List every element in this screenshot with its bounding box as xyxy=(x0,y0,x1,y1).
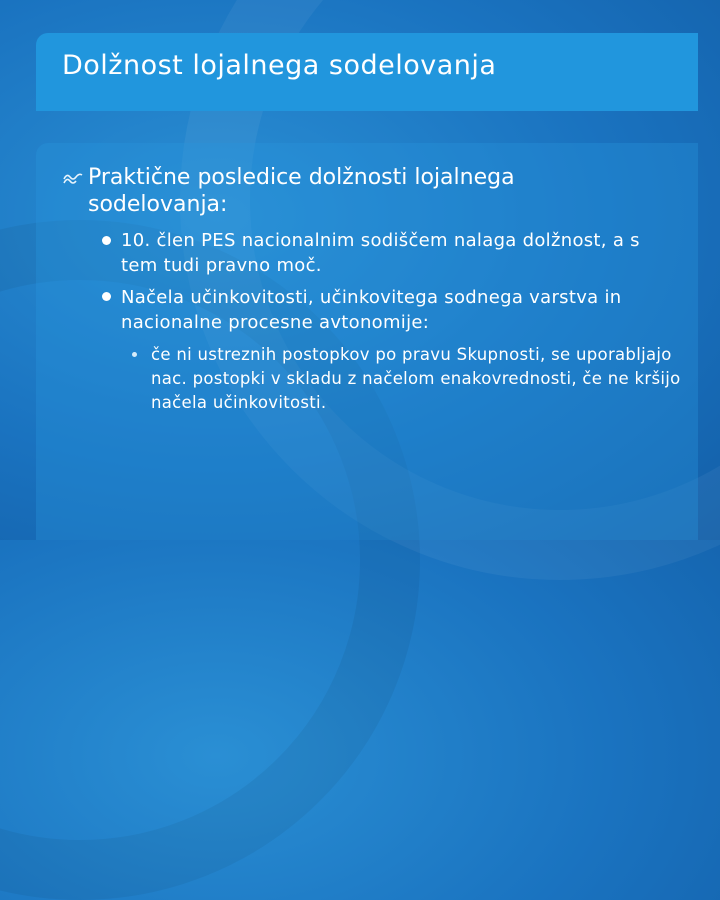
wave-arrow-icon xyxy=(62,168,84,186)
bullet-dot xyxy=(102,236,111,245)
bullet-level2: Načela učinkovitosti, učinkovitega sodnega varstva in nacionalne procesne avtonomije: xyxy=(121,287,622,333)
bullet-dot-small xyxy=(132,352,137,357)
bullet-level3: če ni ustreznih postopkov po pravu Skupnosti, se uporabljajo nac. postopki v skladu z načelom enakovrednosti, če ne kršijo načela učinkovitosti. xyxy=(151,345,681,412)
bullet-level2: 10. člen PES nacionalnim sodiščem nalaga dolžnost, a s tem tudi pravno moč. xyxy=(121,230,640,276)
bullet-dot xyxy=(102,292,111,301)
slide-title: Dolžnost lojalnega sodelovanja xyxy=(62,50,497,81)
bullet-level1: Praktične posledice dolžnosti lojalnega sodelovanja: xyxy=(88,165,515,217)
